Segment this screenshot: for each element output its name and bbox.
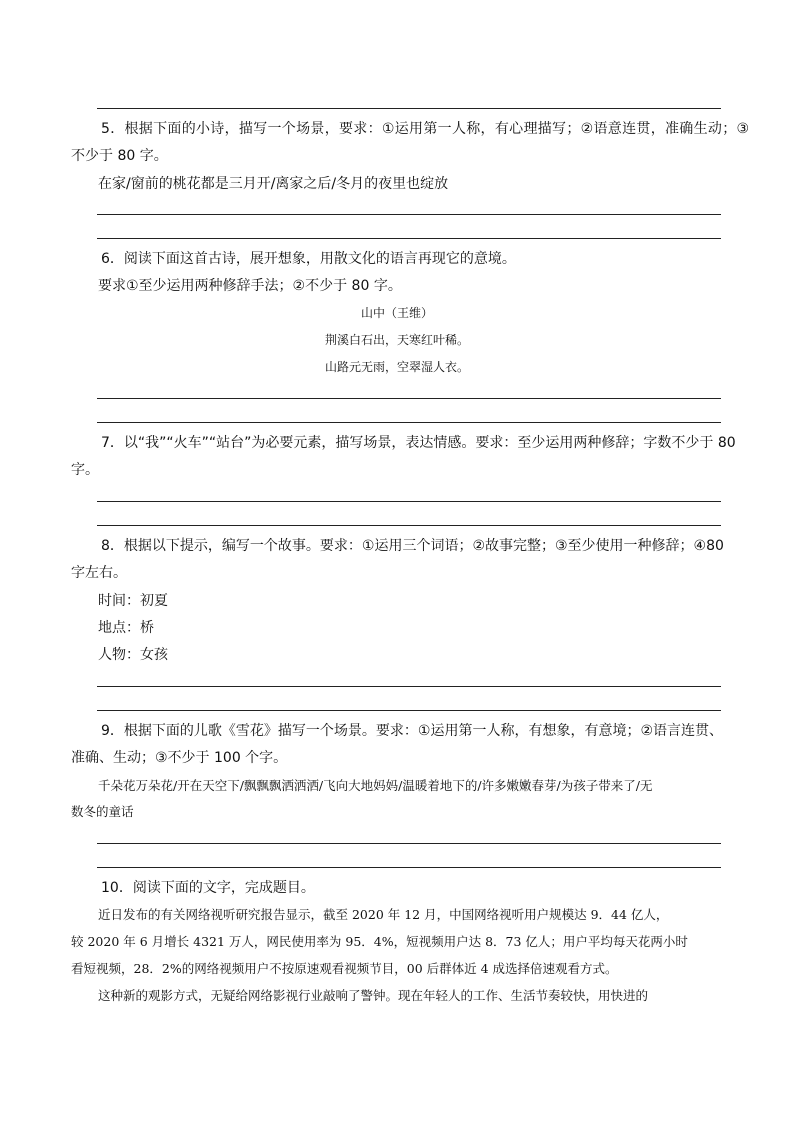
answer-line: [97, 108, 721, 109]
answer-line: [97, 843, 721, 844]
question-10-passage: 近日发布的有关网络视听研究报告显示，截至 2020 年 12 月，中国网络视听用户规模达 9．44 亿人，: [98, 907, 669, 922]
answer-line: [97, 525, 721, 526]
question-10-passage: 较 2020 年 6 月增长 4321 万人，网民使用率为 95．4%，短视频用户达 8．73 亿人；用户平均每天花两小时: [71, 934, 688, 949]
question-8-prompt: 8．根据以下提示，编写一个故事。要求：①运用三个词语；②故事完整；③至少使用一种修辞；④80: [101, 538, 724, 554]
question-6-prompt: 6．阅读下面这首古诗，展开想象，用散文化的语言再现它的意境。: [101, 251, 516, 267]
answer-line: [97, 398, 721, 399]
question-9-song: 千朵花万朵花/开在天空下/飘飘飘洒洒洒/飞向大地妈妈/温暖着地下的/许多嫩嫩春芽/为孩子带来了/无: [98, 778, 653, 793]
answer-line: [97, 686, 721, 687]
question-6-poem-line: 荆溪白石出，天寒红叶稀。: [324, 333, 469, 347]
question-10-prompt: 10．阅读下面的文字，完成题目。: [101, 880, 315, 896]
question-8-person: 人物：女孩: [98, 647, 168, 663]
question-10-passage: 这种新的观影方式，无疑给网络影视行业敲响了警钟。现在年轻人的工作、生活节奏较快，用快进的: [98, 988, 649, 1003]
question-8-prompt-cont: 字左右。: [71, 565, 127, 581]
question-6-poem-line: 山路元无雨，空翠湿人衣。: [324, 360, 469, 374]
question-8-place: 地点：桥: [98, 620, 154, 636]
question-9-prompt: 9．根据下面的儿歌《雪花》描写一个场景。要求：①运用第一人称，有想象，有意境；②语言连贯、: [101, 723, 724, 739]
question-6-poem-title: 山中（王维）: [360, 306, 433, 320]
answer-line: [97, 238, 721, 239]
answer-line: [97, 867, 721, 868]
question-10-passage: 看短视频，28．2%的网络视频用户不按原速观看视频节目，00 后群体近 4 成选择倍速观看方式。: [71, 961, 618, 976]
answer-line: [97, 422, 721, 423]
answer-line: [97, 501, 721, 502]
question-5-prompt: 5．根据下面的小诗，描写一个场景，要求：①运用第一人称，有心理描写；②语意连贯，准确生动；③: [101, 121, 750, 137]
answer-line: [97, 214, 721, 215]
answer-line: [97, 710, 721, 711]
question-5-poem: 在家/窗前的桃花都是三月开/离家之后/冬月的夜里也绽放: [98, 176, 449, 192]
question-7-prompt-cont: 字。: [71, 462, 99, 478]
question-9-prompt-cont: 准确、生动；③不少于 100 个字。: [71, 750, 288, 766]
question-6-requirement: 要求①至少运用两种修辞手法；②不少于 80 字。: [98, 278, 402, 294]
question-8-time: 时间：初夏: [98, 593, 168, 609]
question-5-prompt-cont: 不少于 80 字。: [71, 148, 168, 164]
question-7-prompt: 7．以“我”“火车”“站台”为必要元素，描写场景，表达情感。要求：至少运用两种修辞；字数不少于 80: [101, 435, 736, 451]
question-9-song-cont: 数冬的童话: [71, 804, 134, 819]
